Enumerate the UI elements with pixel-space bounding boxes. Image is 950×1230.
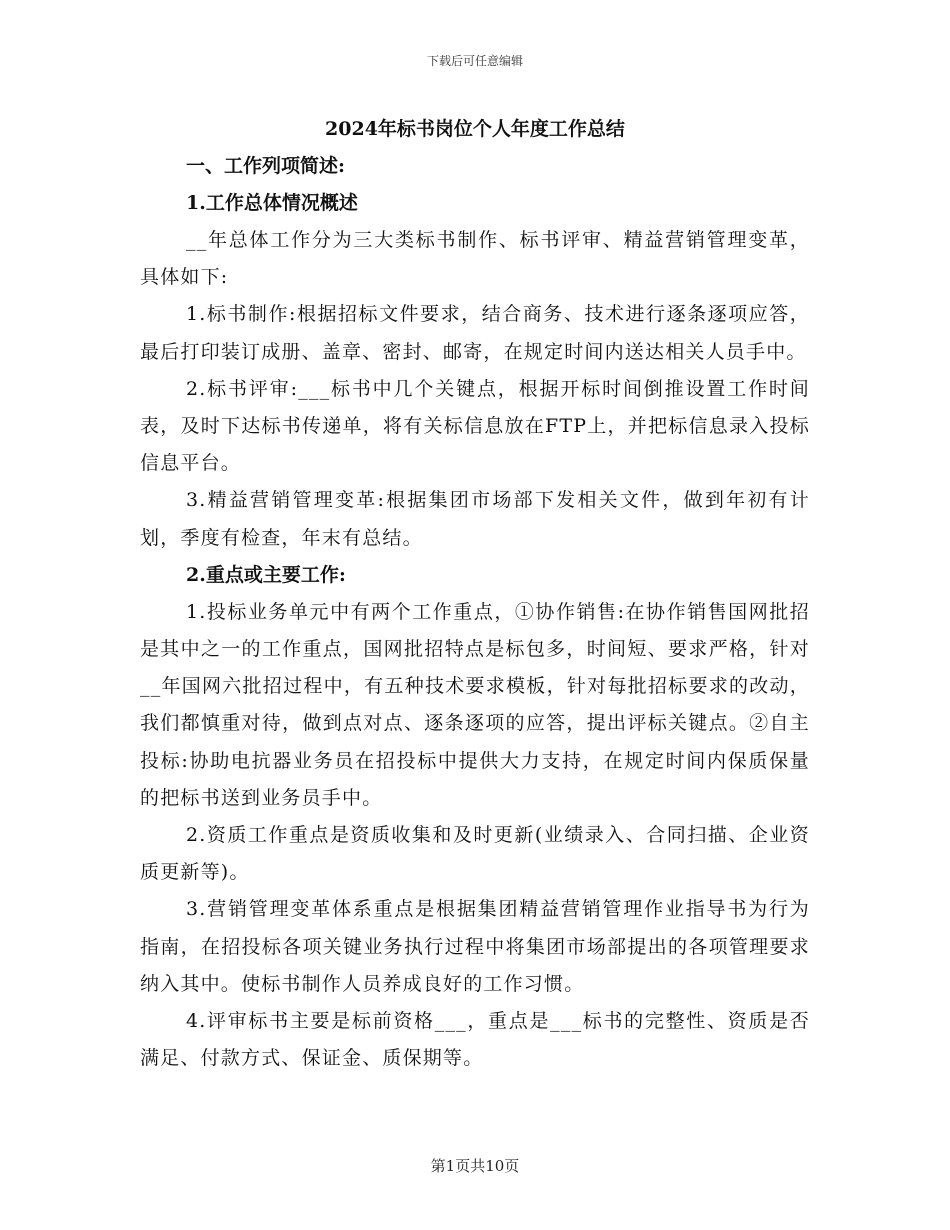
paragraph-intro: __年总体工作分为三大类标书制作、标书评审、精益营销管理变革，具体如下: xyxy=(140,229,810,289)
subsection-heading-key-work: 2.重点或主要工作: xyxy=(186,563,346,586)
paragraph-review-points: 4.评审标书主要是标前资格___，重点是___标书的完整性、资质是否满足、付款方式、保证金、质保期等。 xyxy=(140,1010,810,1070)
paragraph-marketing-reform: 3.精益营销管理变革:根据集团市场部下发相关文件，做到年初有计划，季度有检查，年末有总结。 xyxy=(140,489,810,549)
document-body xyxy=(140,110,810,1077)
subsection-heading-overview: 1.工作总体情况概述 xyxy=(186,192,358,214)
paragraph-qualification: 2.资质工作重点是资质收集和及时更新(业绩录入、合同扫描、企业资质更新等)。 xyxy=(140,824,810,884)
paragraph-management-system: 3.营销管理变革体系重点是根据集团精益营销管理作业指导书为行为指南，在招投标各项关键业务执行过程中将集团市场部提出的各项管理要求纳入其中。使标书制作人员养成良好的工作习惯。 xyxy=(140,898,810,995)
header-note: 下载后可任意编辑 xyxy=(426,54,523,68)
page-number: 第1页共10页 xyxy=(430,1157,520,1175)
section-heading: 一、工作列项简述: xyxy=(186,155,346,177)
paragraph-bidding-focus: 1.投标业务单元中有两个工作重点，①协作销售:在协作销售国网批招是其中之一的工作重点，国网批招特点是标包多，时间短、要求严格，针对__年国网六批招过程中，有五种技术要求模板，针对每批招标要求的改动，我们都慎重对待，做到点对点、逐条逐项的应答，提出评标关键点。②自主投标:协助电抗器业务员在招投标中提供大力支持，在规定时间内保质保量的把标书送到业务员手中。 xyxy=(140,600,810,809)
paragraph-bid-review: 2.标书评审:___标书中几个关键点，根据开标时间倒推设置工作时间表，及时下达标书传递单，将有关标信息放在FTP上，并把标信息录入投标信息平台。 xyxy=(140,377,810,475)
paragraph-bid-preparation: 1.标书制作:根据招标文件要求，结合商务、技术进行逐条逐项应答，最后打印装订成册、盖章、密封、邮寄，在规定时间内送达相关人员手中。 xyxy=(140,303,810,363)
document-title: 2024年标书岗位个人年度工作总结 xyxy=(325,118,625,140)
